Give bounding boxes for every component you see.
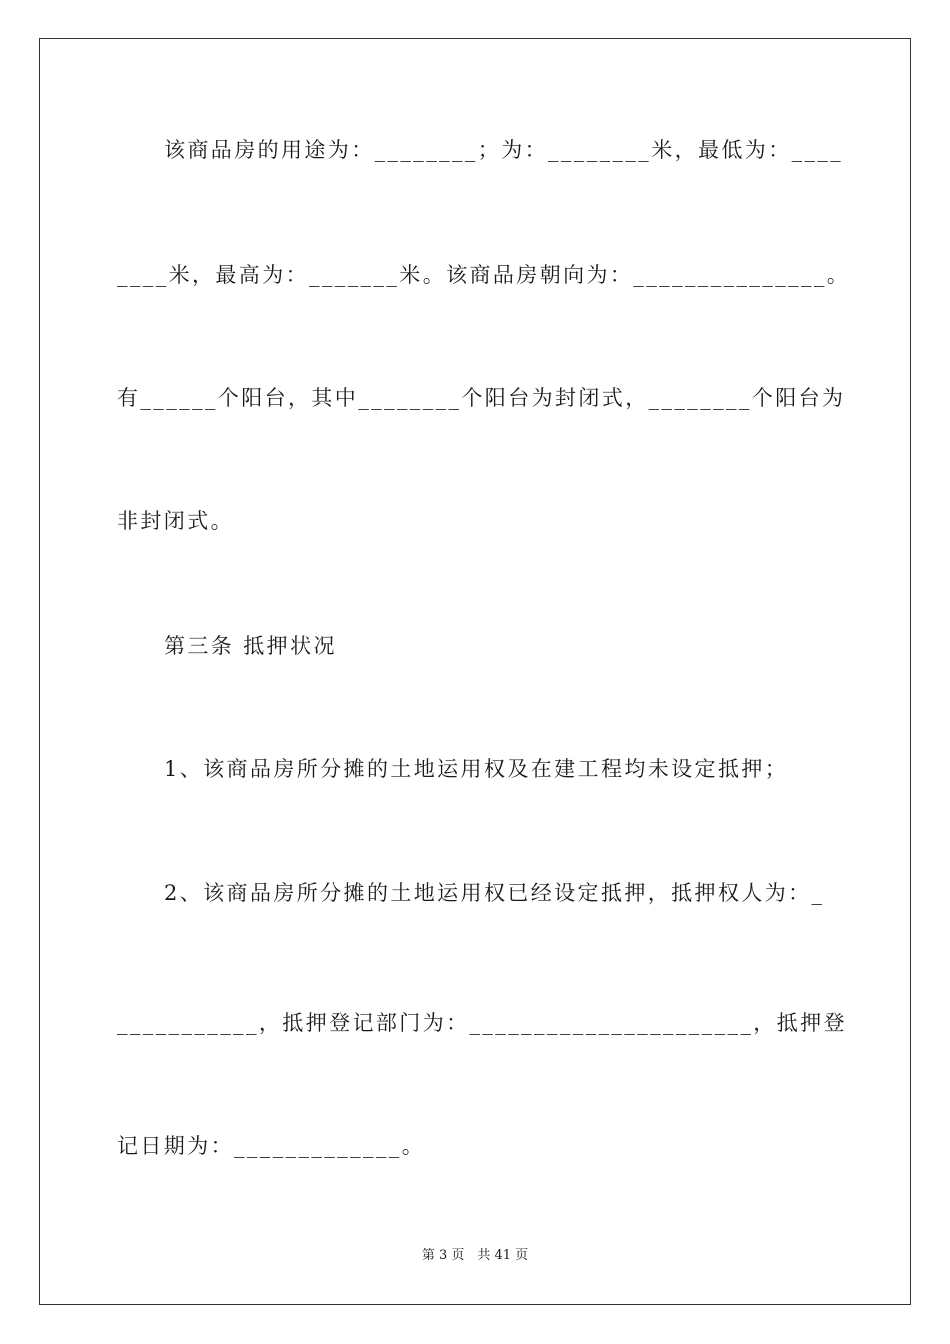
- page-border: [39, 38, 911, 1305]
- paragraph-line: 1、该商品房所分摊的土地运用权及在建工程均未设定抵押；: [164, 757, 789, 781]
- paragraph-line: 记日期为：_____________。: [117, 1134, 426, 1158]
- paragraph-line: ___________，抵押登记部门为：______________________，抵押登: [117, 1011, 847, 1035]
- section-heading: 第三条 抵押状况: [164, 634, 337, 658]
- paragraph-line: 有______个阳台，其中________个阳台为封闭式，________个阳台为: [117, 386, 846, 410]
- paragraph-line: ____米，最高为：_______米。该商品房朝向为：_______________。: [117, 263, 851, 287]
- paragraph-line: 2、该商品房所分摊的土地运用权已经设定抵押，抵押权人为：_: [164, 881, 825, 905]
- page-number-footer: 第 3 页 共 41 页: [421, 1248, 529, 1263]
- paragraph-line: 该商品房的用途为：________；为：________米，最低为：____: [164, 138, 844, 162]
- paragraph-line: 非封闭式。: [117, 509, 234, 533]
